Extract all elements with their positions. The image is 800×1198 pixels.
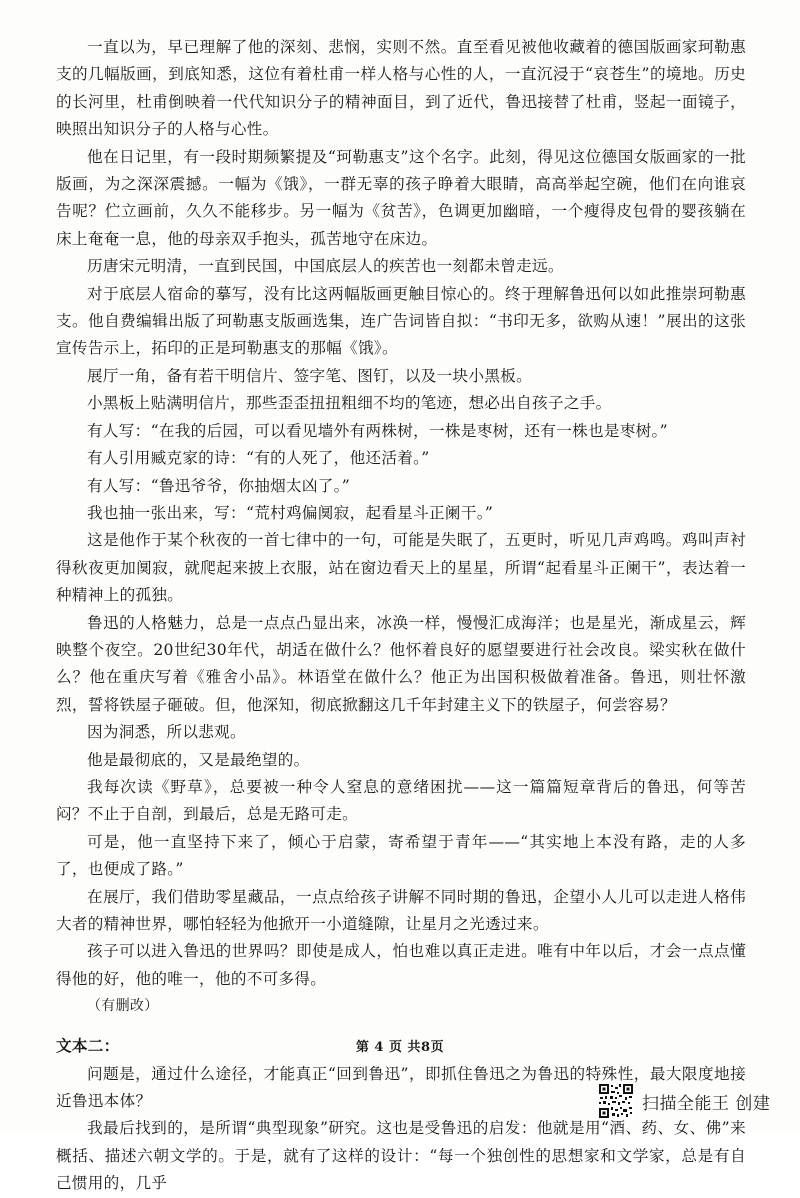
paragraph: 小黑板上贴满明信片，那些歪歪扭扭粗细不均的笔迹，想必出自孩子之手。	[87, 394, 612, 413]
body-text	[56, 34, 746, 1198]
paragraph: 鲁迅的人格魅力，总是一点点凸显出来，冰涣一样，慢慢汇成海洋；也是星光，渐成星云，辉映整个夜空。20世纪30年代，胡适在做什么？他怀着良好的愿望要进行社会改良。梁实秋在做什么？他在重庆写着《雅舍小品》。林语堂在做什么？他正为出国积极做着准备。鲁迅，则壮怀激烈，誓将铁屋子砸破。但，他深知，彻底掀翻这几千年封建主义下的铁屋子，何尝容易？	[56, 613, 746, 714]
watermark-label: 扫描全能王 创建	[642, 1093, 771, 1114]
paragraph: 孩子可以进入鲁迅的世界吗？即使是成人，怕也难以真正走进。唯有中年以后，才会一点点懂得他的好，他的唯一，他的不可多得。	[56, 942, 746, 988]
paragraph: 因为洞悉，所以悲观。	[87, 723, 246, 742]
paragraph: 对于底层人宿命的摹写，没有比这两幅版画更触目惊心的。终于理解鲁迅何以如此推崇珂勒惠支。他自费编辑出版了珂勒惠支版画选集，连广告词皆自拟：“书印无多，欲购从速！”展出的这张宣传告示上，拓印的正是珂勒惠支的那幅《饿》。	[56, 284, 746, 358]
qr-code-icon	[598, 1083, 634, 1119]
paragraph: 有人写：“鲁迅爷爷，你抽烟太凶了。”	[87, 476, 351, 495]
paragraph: 我每次读《野草》，总要被一种令人窒息的意绪困扰——这一篇篇短章背后的鲁迅，何等苦闷？不止于自剖，到最后，总是无路可走。	[56, 777, 746, 824]
paragraph: 我最后找到的，是所谓“典型现象”研究。这也是受鲁迅的启发：他就是用“酒、药、女、佛”来概括、描述六朝文学的。于是，就有了这样的设计：“每一个独创性的思想家和文学家，总是有自己惯用的，几乎	[56, 1119, 746, 1193]
section-heading: 文本二：	[56, 1037, 120, 1056]
paragraph: 有人引用臧克家的诗：“有的人死了，他还活着。”	[87, 449, 430, 468]
paragraph: 有人写：“在我的后园，可以看见墙外有两株树，一株是枣树，还有一株也是枣树。”	[87, 421, 668, 440]
paragraph: 问题是，通过什么途径，才能真正“回到鲁迅”，即抓住鲁迅之为鲁迅的特殊性，最大限度地接近鲁迅本体？	[56, 1064, 746, 1111]
paragraph: 这是他作于某个秋夜的一首七律中的一句，可能是失眠了，五更时，听见几声鸡鸣。鸡叫声衬得秋夜更加阒寂，就爬起来披上衣服，站在窗边看天上的星星，所谓“起看星斗正阑干”，表达着一种精神上的孤独。	[56, 531, 746, 605]
paragraph: 历唐宋元明清，一直到民国，中国底层人的疾苦也一刻都未曾走远。	[87, 257, 564, 276]
scanner-watermark	[598, 1083, 770, 1119]
paragraph: 他在日记里，有一段时期频繁提及“珂勒惠支”这个名字。此刻，得见这位德国女版画家的一批版画，为之深深震撼。一幅为《饿》，一群无辜的孩子睁着大眼睛，高高举起空碗，他们在向谁哀告呢？伫立画前，久久不能移步。另一幅为《贫苦》，色调更加幽暗，一个瘦得皮包骨的婴孩躺在床上奄奄一息，他的母亲双手抱头，孤苦地守在床边。	[56, 147, 746, 248]
paragraph: 可是，他一直坚持下来了，倾心于启蒙，寄希望于青年——“其实地上本没有路，走的人多了，也便成了路。”	[56, 832, 746, 879]
paragraph: 我也抽一张出来，写：“荒村鸡偏阒寂，起看星斗正阑干。”	[87, 503, 494, 522]
paragraph: 一直以为，早已理解了他的深刻、悲悯，实则不然。直至看见被他收藏着的德国版画家珂勒惠支的几幅版画，到底知悉，这位有着杜甫一样人格与心性的人，一直沉浸于“哀苍生”的境地。历史的长河里，杜甫倒映着一代代知识分子的精神面目，到了近代，鲁迅接替了杜甫，竖起一面镜子，映照出知识分子的人格与心性。	[56, 38, 746, 139]
page-number: 第 4 页 共8页	[355, 1040, 445, 1055]
paragraph: 在展厅，我们借助零星藏品，一点点给孩子讲解不同时期的鲁迅，企望小人儿可以走进人格伟大者的精神世界，哪怕轻轻为他掀开一小道缝隙，让星月之光透过来。	[56, 887, 746, 933]
paragraph: 他是最彻底的，又是最绝望的。	[87, 750, 310, 769]
paragraph: 展厅一角，备有若干明信片、签字笔、图钉，以及一块小黑板。	[87, 366, 533, 385]
source-note: （有删改）	[87, 998, 159, 1015]
